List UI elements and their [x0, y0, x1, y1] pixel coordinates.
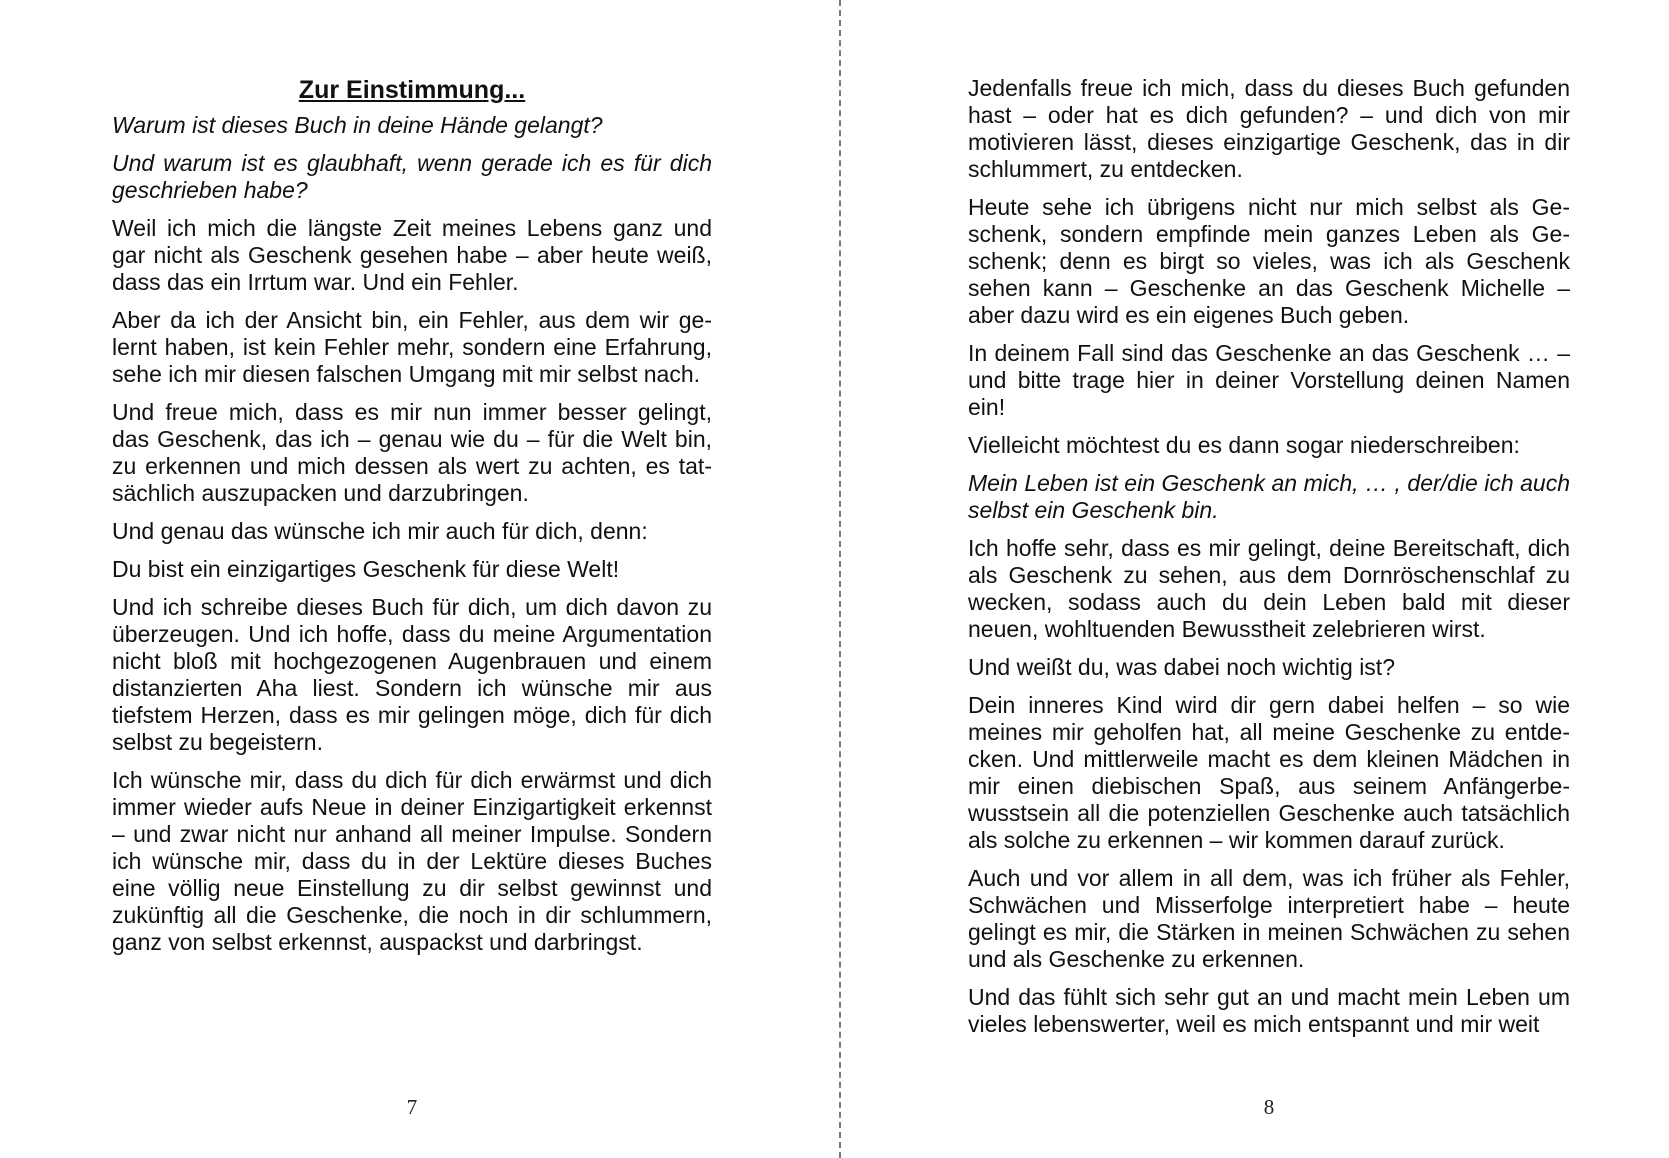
- paragraph: Du bist ein einzigartiges Geschenk für diese Welt!: [112, 556, 620, 582]
- left-page: [112, 0, 712, 1158]
- paragraph: Mein Leben ist ein Geschenk an mich, … , der/die ich auch selbst ein Geschenk bin.: [968, 470, 1570, 523]
- paragraph: Warum ist dieses Buch in deine Hände gelangt?: [112, 112, 603, 138]
- page-gutter-divider: [839, 0, 841, 1158]
- paragraph: Und warum ist es glaubhaft, wenn gerade ich es für dich geschrieben habe?: [112, 150, 712, 203]
- paragraph: Und weißt du, was dabei noch wichtig ist?: [968, 654, 1395, 680]
- paragraph: Und das fühlt sich sehr gut an und macht mein Leben um vieles lebenswerter, weil es mich entspannt und mir weit: [968, 984, 1570, 1037]
- paragraph: Weil ich mich die längste Zeit meines Lebens ganz und gar nicht als Geschenk gesehen habe – aber heute weiß, dass das ein Irrtum war. Und ein Fehler.: [112, 215, 712, 295]
- paragraph: Und ich schreibe dieses Buch für dich, um dich davon zu überzeugen. Und ich hoffe, dass du meine Argumentation nicht bloß mit hochgezogenen Augenbrauen und einem distanzierten Aha liest. Sondern ich wünsche mir aus tiefstem Herzen, dass es mir gelingen möge, dich für dich selbst zu begeistern.: [112, 594, 712, 755]
- paragraph: Dein inneres Kind wird dir gern dabei helfen – so wie meines mir geholfen hat, all meine Geschenke zu entdecken. Und mittlerweile macht es dem kleinen Mädchen in mir einen diebischen Spaß, aus seinem Anfängerbewusstsein all die potenziellen Geschenke auch tatsächlich als solche zu erkennen – wir kommen darauf zurück.: [968, 692, 1570, 853]
- paragraph: Jedenfalls freue ich mich, dass du dieses Buch gefunden hast – oder hat es dich gefunden? – und dich von mir motivieren lässt, dieses einzigartige Geschenk, das in dir schlummert, zu entdecken.: [968, 75, 1570, 182]
- page-number: 8: [1263, 1095, 1275, 1119]
- paragraph: Aber da ich der Ansicht bin, ein Fehler, aus dem wir gelernt haben, ist kein Fehler mehr, sondern eine Erfahrung, sehe ich mir diesen falschen Umgang mit mir selbst nach.: [112, 307, 712, 387]
- paragraph: Heute sehe ich übrigens nicht nur mich selbst als Geschenk, sondern empfinde mein ganzes Leben als Geschenk; denn es birgt so vieles, was ich als Geschenk sehen kann – Geschenke an das Geschenk Michelle – aber dazu wird es ein eigenes Buch geben.: [968, 194, 1570, 328]
- page-number: 7: [406, 1095, 418, 1119]
- paragraph: Und freue mich, dass es mir nun immer besser gelingt, das Geschenk, das ich – genau wie du – für die Welt bin, zu erkennen und mich dessen als wert zu achten, es tatsächlich auszupacken und darzubringen.: [112, 399, 712, 506]
- paragraph: Ich wünsche mir, dass du dich für dich erwärmst und dich immer wieder aufs Neue in deiner Einzigartigkeit erkennst – und zwar nicht nur anhand all meiner Impulse. Sondern ich wünsche mir, dass du in der Lektüre dieses Buches eine völlig neue Einstellung zu dir selbst gewinnst und zukünftig all die Geschenke, die noch in dir schlummern, ganz von selbst erkennst, auspackst und darbringst.: [112, 767, 712, 955]
- chapter-heading: Zur Einstimmung...: [298, 76, 526, 104]
- paragraph: Auch und vor allem in all dem, was ich früher als Fehler, Schwächen und Misserfolge interpretiert habe – heute gelingt es mir, die Stärken in meinen Schwächen zu sehen und als Geschenke zu erkennen.: [968, 865, 1570, 972]
- left-page-content: [112, 74, 712, 967]
- right-page: [968, 0, 1570, 1158]
- paragraph: Und genau das wünsche ich mir auch für dich, denn:: [112, 518, 648, 544]
- paragraph: In deinem Fall sind das Geschenke an das Geschenk … – und bitte trage hier in deiner Vorstellung deinen Namen ein!: [968, 340, 1570, 420]
- paragraph: Ich hoffe sehr, dass es mir gelingt, deine Bereitschaft, dich als Geschenk zu sehen, aus dem Dornröschenschlaf zu wecken, sodass auch du dein Leben bald mit dieser neuen, wohltuenden Bewusstheit zelebrieren wirst.: [968, 535, 1570, 642]
- right-page-content: [968, 75, 1570, 1049]
- paragraph: Vielleicht möchtest du es dann sogar niederschreiben:: [968, 432, 1520, 458]
